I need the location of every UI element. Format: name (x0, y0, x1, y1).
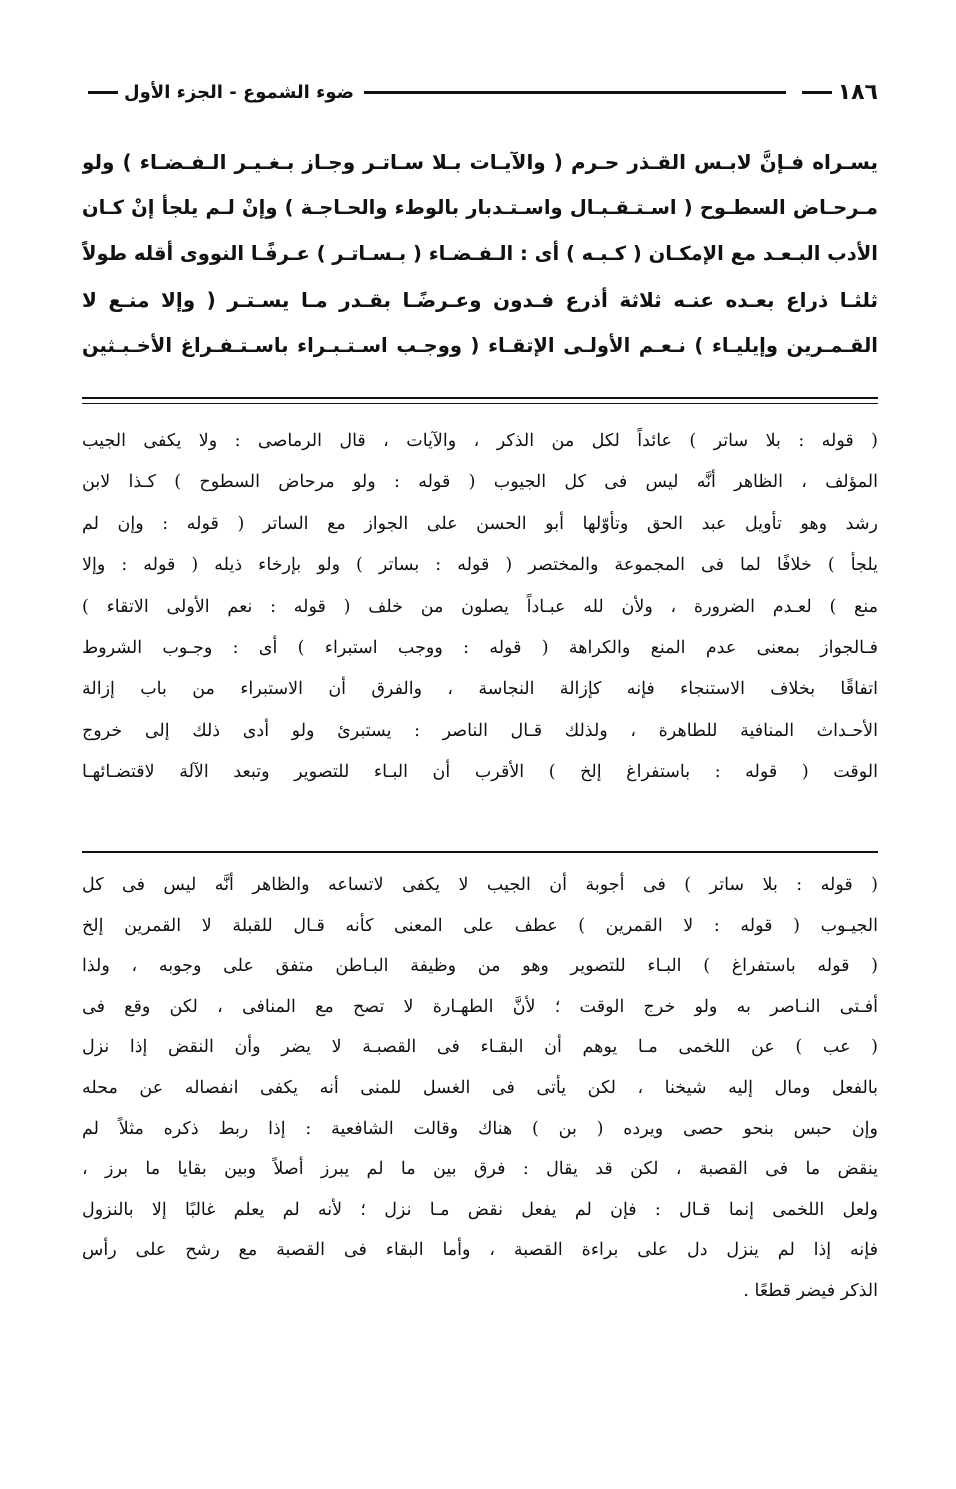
commentary-1 (82, 421, 878, 794)
commentary-line: المؤلف ، الظاهر أنَّه ليس فى كل الجيوب ( قوله : ولو مرحاض السطوح ) كـذا لابن (82, 472, 878, 493)
commentary-line: الجيـوب ( قوله : لا القمرين ) عطف على المعنى كأنه قـال للقبلة لا القمرين إلخ (82, 915, 878, 936)
commentary-line: ( قوله : بلا ساتر ) فى أجوبة أن الجيب لا يكفى لاتساعه والظاهر أنَّه ليس فى كل (82, 875, 878, 895)
commentary-line: بالفعل ومال إليه شيخنا ، لكن يأتى فى الغسل للمنى أنه يكفى انفصاله عن محله (82, 1077, 878, 1098)
main-line: مـرحـاض السطـوح ( اسـتـقـبـال واسـتـدبار بالوطء والحـاجـة ) وإنْ لـم يلجأ إنْ كـان (82, 196, 878, 219)
commentary-2 (82, 865, 878, 1312)
double-rule-top (82, 397, 878, 399)
commentary-line: اتفاقًا بخلاف الاستنجاء فإنه كإزالة النجاسة ، والفرق أن الاستبراء من باب إزالة (82, 679, 878, 700)
header-rule (364, 91, 786, 94)
commentary-line: الوقت ( قوله : باستفراغ إلخ ) الأقرب أن البـاء للتصوير وتبعد الآلة لاقتضـائهـا (82, 762, 878, 783)
main-text (82, 139, 878, 369)
commentary-line: الذكر فيضر قطعًا . (743, 1280, 878, 1301)
header-dash-right (802, 91, 832, 94)
commentary-line: فـالجواز بمعنى عدم المنع والكراهة ( قوله : ووجب استبراء ) أى : وجـوب الشروط (82, 637, 878, 658)
commentary-line: ( عب ) عن اللخمى مـا يوهم أن البقـاء فى القصبـة لا يضر وأن النقض إذا نزل (82, 1037, 878, 1058)
commentary-line: الأحـداث المنافية للطاهرة ، ولذلك قـال الناصر : يستبرئ ولو أدى ذلك إلى خروج (82, 720, 878, 741)
section-rule (82, 851, 878, 853)
commentary-line: ( قوله : بلا ساتر ) عائداً لكل من الذكر ، والآيات ، قال الرماصى : ولا يكفى الجيب (82, 431, 878, 451)
commentary-line: فإنه إذا لم ينزل دل على براءة القصبة ، وأما البقاء فى القصبة مع رشح على رأس (82, 1240, 878, 1261)
commentary-line: يلجأ ) خلافًا لما فى المجموعة والمختصر ( قوله : بساتر ) ولو بإرخاء ذيله ( قوله : وإلا (82, 555, 878, 576)
main-line: الأدب البـعـد مع الإمكـان ( كـبـه ) أى : الـفـضـاء ( بـسـاتـر ) عـرفًـا النووى أقله طولاً (82, 242, 878, 265)
commentary-line: ( قوله باستفراغ ) البـاء للتصوير وهو من وظيفة البـاطن متفق على وجوبه ، ولذا (82, 956, 878, 977)
main-line: ثلثـا ذراع بعـده عنـه ثلاثة أذرع فـدون وعـرضًـا بقـدر مـا يسـتـر ( وإلا منـع لا (82, 288, 878, 312)
commentary-line: أفـتى النـاصر به ولو خرج الوقت ؛ لأنَّ الطهـارة لا تصح مع المنافى ، لكن وقع فى (82, 996, 878, 1017)
book-page (82, 72, 878, 1432)
running-header (82, 72, 878, 112)
commentary-line: وإن حبس بنحو حصى ويرده ( بن ) هناك وقالت الشافعية : إذا ربط ذكره مثلاً لم (82, 1118, 878, 1139)
header-dash-left (88, 91, 118, 94)
commentary-line: منع ) لعـدم الضرورة ، ولأن لله عبـاداً يصلون من خلف ( قوله : نعم الأولى الاتقاء ) (82, 596, 878, 617)
commentary-line: ولعل اللخمى إنما قـال : فإن لم يفعل نقض مـا نزل ؛ لأنه لم يعلم غالبًا إلا بالنزول (82, 1199, 878, 1220)
commentary-line: ينقض ما فى القصبة ، لكن قد يقال : فرق بين ما لم يبرز أصلاً وبين بقايا ما برز ، (82, 1159, 878, 1180)
main-line: القـمـرين وإيليـاء ) نـعـم الأولـى الإتقـاء ( ووجـب اسـتـبـراء باسـتـفـراغ الأخـبـثين (82, 334, 878, 357)
page-number: ١٨٦ (837, 79, 878, 105)
double-rule-bottom (82, 403, 878, 404)
running-title: ضوء الشموع - الجزء الأول (124, 81, 354, 103)
main-line: يسـراه فـإنَّ لابـس القـذر حـرم ( والآيـات بـلا سـاتـر وجـاز بـغـيـر الـفـضـاء ) ولو (82, 150, 878, 174)
commentary-line: رشد وهو تأويل عبد الحق وتأوّلها أبو الحسن على الجواز مع الساتر ( قوله : وإن لم (82, 513, 878, 534)
